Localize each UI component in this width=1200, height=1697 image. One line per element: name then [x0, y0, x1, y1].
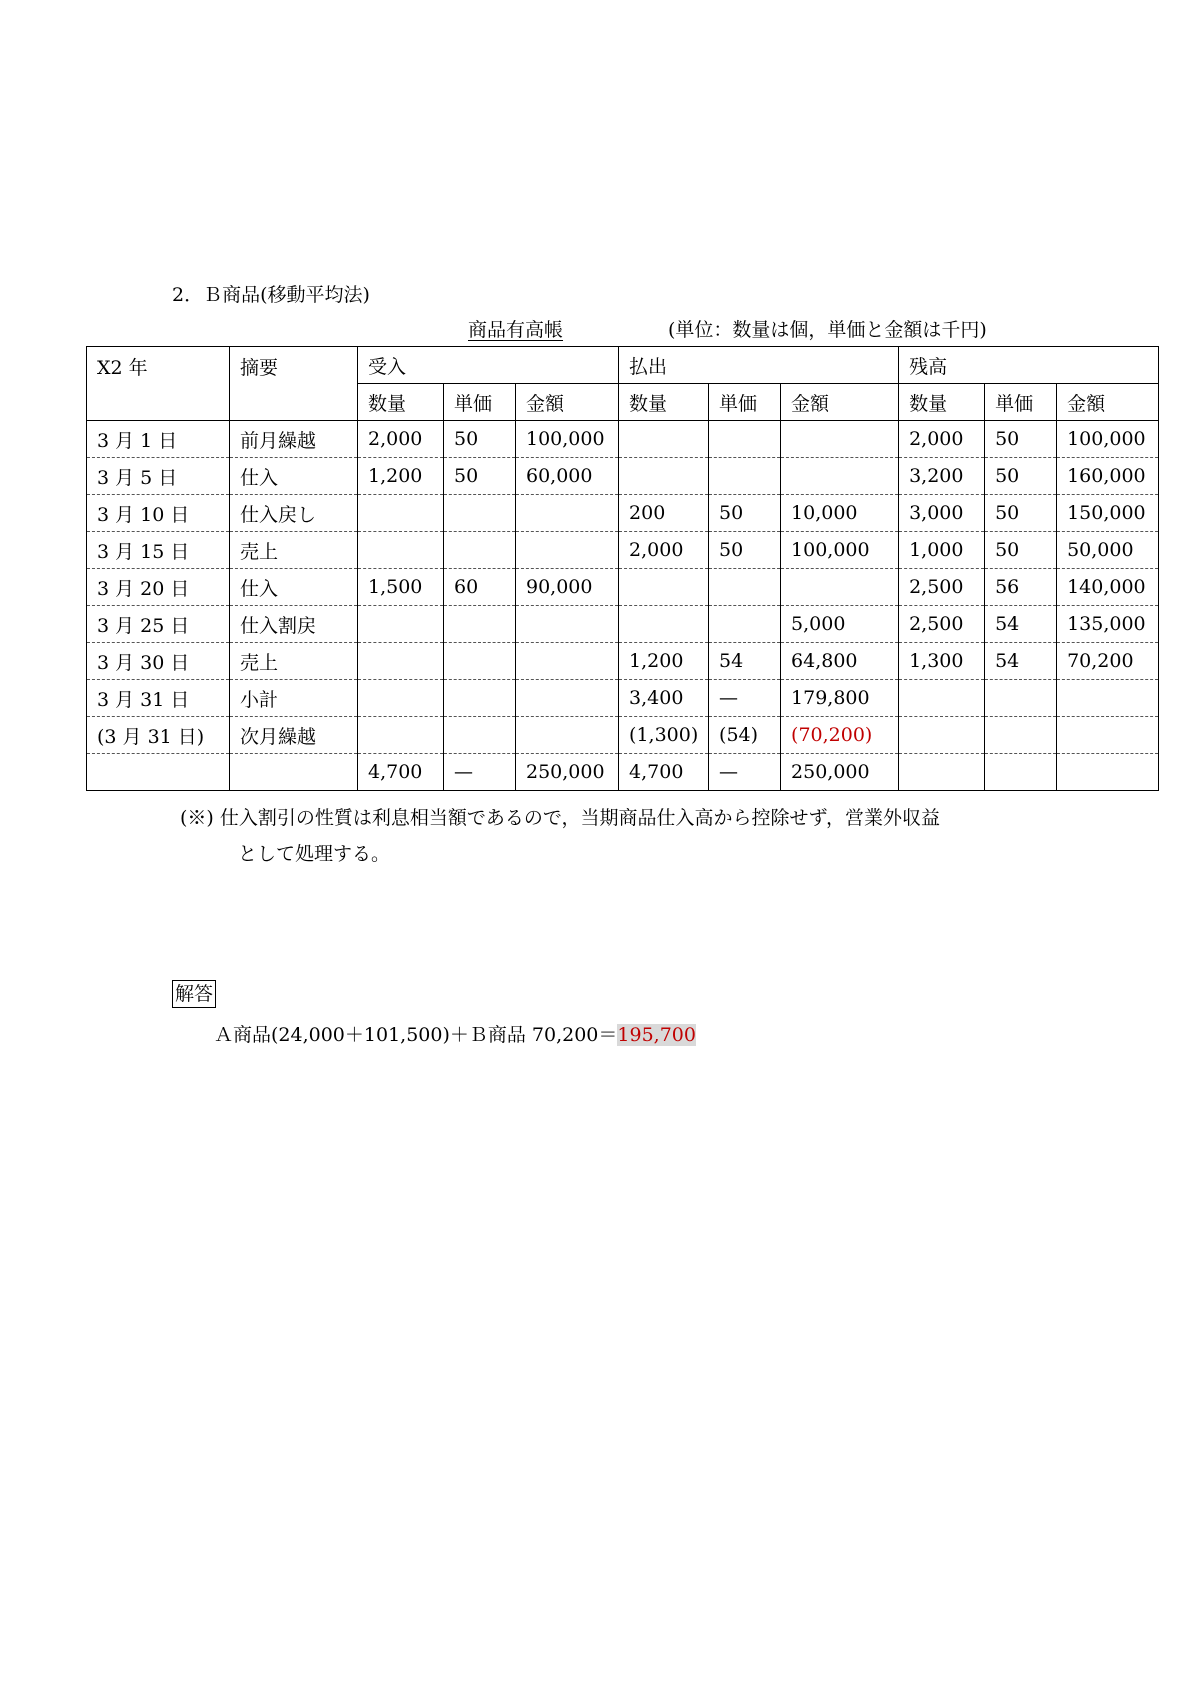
- cell-in-qty: [358, 717, 444, 754]
- answer-formula: Ａ商品(24,000＋101,500)＋Ｂ商品 70,200＝: [214, 1024, 618, 1046]
- table-row: [87, 495, 1159, 532]
- section-heading: 2．Ｂ商品(移動平均法): [172, 284, 370, 306]
- cell-in-amt: [516, 532, 619, 569]
- table-row: [87, 421, 1159, 458]
- header-receipts: 受入: [358, 347, 619, 384]
- header-summary: 摘要: [230, 347, 358, 421]
- cell-out-qty: [619, 606, 709, 643]
- cell-bal-qty: [899, 680, 985, 717]
- cell-in-qty: [358, 606, 444, 643]
- cell-bal-qty: 1,000: [899, 532, 985, 569]
- cell-bal-price: 54: [985, 643, 1057, 680]
- cell-bal-price: 50: [985, 532, 1057, 569]
- cell-out-qty: 4,700: [619, 754, 709, 791]
- cell-summary: 仕入割戻: [230, 606, 358, 643]
- cell-bal-amt: [1057, 680, 1159, 717]
- cell-date: 3 月 5 日: [87, 458, 230, 495]
- cell-bal-amt: 100,000: [1057, 421, 1159, 458]
- header-out-qty: 数量: [619, 384, 709, 421]
- cell-bal-amt: 50,000: [1057, 532, 1159, 569]
- cell-out-price: 54: [709, 643, 781, 680]
- cell-in-qty: 1,500: [358, 569, 444, 606]
- cell-summary: 次月繰越: [230, 717, 358, 754]
- answer-line: [214, 1020, 696, 1047]
- table-row: [87, 754, 1159, 791]
- cell-bal-qty: 3,000: [899, 495, 985, 532]
- cell-in-amt: [516, 495, 619, 532]
- footnote-line-2: として処理する。: [238, 843, 391, 865]
- cell-out-amt: [781, 569, 899, 606]
- header-payments: 払出: [619, 347, 899, 384]
- cell-bal-qty: [899, 717, 985, 754]
- table-row: [87, 606, 1159, 643]
- cell-in-price: [444, 532, 516, 569]
- cell-in-qty: 2,000: [358, 421, 444, 458]
- cell-date: 3 月 20 日: [87, 569, 230, 606]
- cell-bal-qty: 2,500: [899, 569, 985, 606]
- cell-out-price: 50: [709, 495, 781, 532]
- cell-in-qty: [358, 532, 444, 569]
- table-row: [87, 532, 1159, 569]
- header-bal-amount: 金額: [1057, 384, 1159, 421]
- cell-in-amt: 250,000: [516, 754, 619, 791]
- cell-bal-price: 56: [985, 569, 1057, 606]
- cell-out-price: [709, 421, 781, 458]
- footnote: [180, 800, 940, 872]
- cell-bal-amt: 160,000: [1057, 458, 1159, 495]
- answer-result: 195,700: [617, 1024, 696, 1046]
- cell-date: 3 月 31 日: [87, 680, 230, 717]
- cell-bal-amt: 140,000: [1057, 569, 1159, 606]
- cell-out-price: (54): [709, 717, 781, 754]
- cell-out-amt: 5,000: [781, 606, 899, 643]
- cell-out-qty: [619, 458, 709, 495]
- cell-date: [87, 754, 230, 791]
- cell-out-amt: 100,000: [781, 532, 899, 569]
- header-balance: 残高: [899, 347, 1159, 384]
- cell-in-price: 60: [444, 569, 516, 606]
- cell-bal-amt: 150,000: [1057, 495, 1159, 532]
- cell-bal-qty: 3,200: [899, 458, 985, 495]
- cell-in-price: [444, 680, 516, 717]
- cell-summary: [230, 754, 358, 791]
- cell-out-price: [709, 458, 781, 495]
- cell-bal-qty: [899, 754, 985, 791]
- cell-bal-qty: 1,300: [899, 643, 985, 680]
- cell-out-amt: (70,200): [781, 717, 899, 754]
- cell-out-amt: [781, 421, 899, 458]
- cell-in-qty: [358, 495, 444, 532]
- header-row-1: [87, 347, 1159, 384]
- cell-in-qty: [358, 643, 444, 680]
- cell-in-price: [444, 606, 516, 643]
- table-row: [87, 717, 1159, 754]
- cell-out-price: —: [709, 754, 781, 791]
- header-in-price: 単価: [444, 384, 516, 421]
- cell-bal-price: [985, 754, 1057, 791]
- cell-date: 3 月 30 日: [87, 643, 230, 680]
- cell-in-amt: [516, 680, 619, 717]
- ledger-title: 商品有高帳: [468, 319, 564, 341]
- cell-summary: 前月繰越: [230, 421, 358, 458]
- cell-out-price: —: [709, 680, 781, 717]
- cell-out-price: [709, 569, 781, 606]
- cell-out-amt: 250,000: [781, 754, 899, 791]
- cell-in-price: [444, 717, 516, 754]
- cell-out-amt: 179,800: [781, 680, 899, 717]
- header-bal-qty: 数量: [899, 384, 985, 421]
- cell-in-price: [444, 643, 516, 680]
- cell-in-amt: [516, 717, 619, 754]
- header-in-amount: 金額: [516, 384, 619, 421]
- cell-summary: 売上: [230, 643, 358, 680]
- header-in-qty: 数量: [358, 384, 444, 421]
- cell-in-amt: 100,000: [516, 421, 619, 458]
- cell-summary: 仕入戻し: [230, 495, 358, 532]
- header-bal-price: 単価: [985, 384, 1057, 421]
- cell-out-amt: [781, 458, 899, 495]
- cell-date: 3 月 10 日: [87, 495, 230, 532]
- ledger-body: [87, 421, 1159, 791]
- cell-summary: 仕入: [230, 458, 358, 495]
- table-row: [87, 458, 1159, 495]
- cell-out-qty: [619, 569, 709, 606]
- cell-bal-price: 50: [985, 458, 1057, 495]
- table-row: [87, 569, 1159, 606]
- cell-summary: 小計: [230, 680, 358, 717]
- cell-out-qty: 200: [619, 495, 709, 532]
- cell-date: (3 月 31 日): [87, 717, 230, 754]
- cell-date: 3 月 15 日: [87, 532, 230, 569]
- cell-in-amt: 90,000: [516, 569, 619, 606]
- header-date: X2 年: [87, 347, 230, 421]
- cell-out-price: 50: [709, 532, 781, 569]
- cell-out-price: [709, 606, 781, 643]
- cell-bal-amt: 135,000: [1057, 606, 1159, 643]
- cell-out-qty: [619, 421, 709, 458]
- cell-in-amt: 60,000: [516, 458, 619, 495]
- cell-in-amt: [516, 606, 619, 643]
- cell-out-qty: 3,400: [619, 680, 709, 717]
- cell-in-qty: [358, 680, 444, 717]
- cell-in-price: [444, 495, 516, 532]
- cell-out-qty: (1,300): [619, 717, 709, 754]
- cell-out-qty: 2,000: [619, 532, 709, 569]
- cell-date: 3 月 25 日: [87, 606, 230, 643]
- answer-label: 解答: [172, 980, 216, 1008]
- cell-in-price: —: [444, 754, 516, 791]
- cell-bal-qty: 2,500: [899, 606, 985, 643]
- cell-bal-amt: [1057, 754, 1159, 791]
- cell-bal-price: 50: [985, 495, 1057, 532]
- footnote-line-1: (※) 仕入割引の性質は利息相当額であるので，当期商品仕入高から控除せず，営業外収益: [180, 807, 940, 829]
- cell-bal-price: 50: [985, 421, 1057, 458]
- cell-bal-amt: 70,200: [1057, 643, 1159, 680]
- unit-note: (単位：数量は個，単価と金額は千円): [668, 319, 987, 341]
- cell-in-amt: [516, 643, 619, 680]
- cell-in-qty: 4,700: [358, 754, 444, 791]
- inventory-ledger-table: [86, 346, 1159, 791]
- cell-bal-price: 54: [985, 606, 1057, 643]
- header-out-amount: 金額: [781, 384, 899, 421]
- table-row: [87, 680, 1159, 717]
- table-row: [87, 643, 1159, 680]
- header-out-price: 単価: [709, 384, 781, 421]
- cell-bal-amt: [1057, 717, 1159, 754]
- cell-in-price: 50: [444, 458, 516, 495]
- cell-in-price: 50: [444, 421, 516, 458]
- cell-out-amt: 10,000: [781, 495, 899, 532]
- cell-bal-qty: 2,000: [899, 421, 985, 458]
- cell-out-amt: 64,800: [781, 643, 899, 680]
- cell-bal-price: [985, 717, 1057, 754]
- cell-date: 3 月 1 日: [87, 421, 230, 458]
- cell-in-qty: 1,200: [358, 458, 444, 495]
- cell-summary: 売上: [230, 532, 358, 569]
- cell-bal-price: [985, 680, 1057, 717]
- cell-out-qty: 1,200: [619, 643, 709, 680]
- cell-summary: 仕入: [230, 569, 358, 606]
